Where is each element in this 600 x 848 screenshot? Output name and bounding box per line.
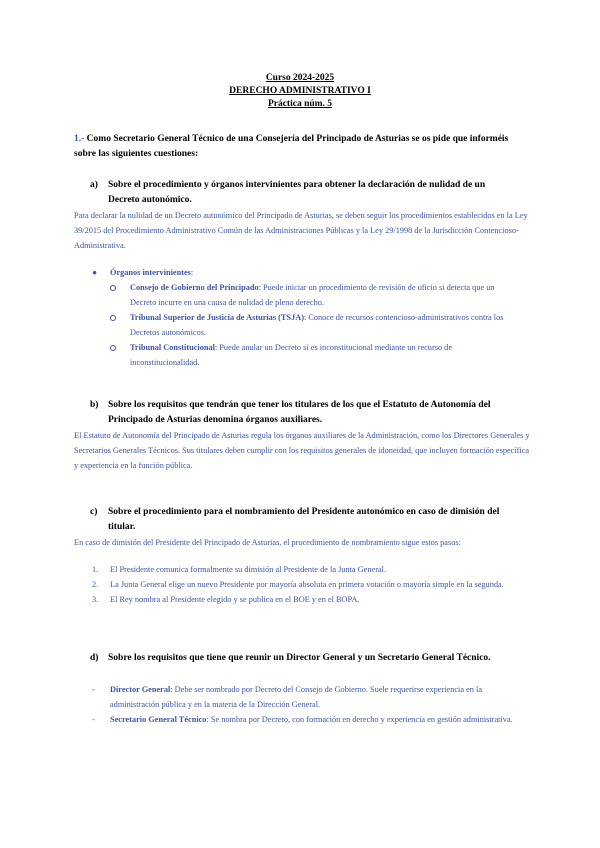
section-d-list (92, 682, 528, 727)
dash-marker: - (92, 685, 95, 694)
section-title: Sobre el procedimiento para el nombramiento del Presidente autonómico en caso de dimisión del titular. (108, 507, 500, 532)
step-number: 1. (92, 565, 99, 574)
step-number: 3. (92, 595, 99, 604)
subject-title: DERECHO ADMINISTRATIVO I (229, 86, 371, 96)
section-title: Sobre el procedimiento y órganos intervinientes para obtener la declaración de nulidad de un Decreto autonómico. (108, 180, 486, 205)
bullet-dot-icon: ● (92, 268, 98, 277)
section-d-heading (90, 651, 520, 666)
section-a-bullet-list (92, 265, 522, 370)
sub-list (110, 280, 522, 370)
sub-item-text: : Puede iniciar un procedimiento de revisión de oficio si detecta que un Decreto incurre en una causa de nulidad de pleno derecho. (130, 283, 495, 307)
dash-item-secretario (92, 712, 528, 727)
section-c-steps (92, 562, 526, 607)
dash-marker: - (92, 715, 95, 724)
hollow-circle-icon (110, 285, 116, 291)
step-item (92, 577, 526, 592)
step-text: La Junta General elige un nuevo Presidente por mayoría absoluta en primera votación o mayoría simple en la segunda. (110, 580, 504, 589)
practice-number: Práctica núm. 5 (267, 99, 333, 109)
sub-item-consejo (110, 280, 522, 310)
dash-item-text: : Debe ser nombrado por Decreto del Consejo de Gobierno. Suele requerirse experiencia en la administración pública y en la materia de la Dirección General. (110, 685, 483, 709)
step-item (92, 562, 526, 577)
sub-item-name: Tribunal Superior de Justicia de Asturias (TSJA) (130, 313, 304, 322)
question-number: 1.- (74, 134, 85, 144)
step-item (92, 592, 526, 607)
section-a-paragraph: Para declarar la nulidad de un Decreto autonómico del Principado de Asturias, se deben seguir los procedimientos establecidos en la Ley 39/2015 del Procedimiento Administrativo Común de las Administraciones Públicas y la Ley 29/1998 de la Jurisdicción Contencioso-Administrativa. (74, 211, 528, 250)
section-letter: a) (90, 180, 98, 190)
sub-item-tsja (110, 310, 522, 340)
section-letter: c) (90, 507, 98, 517)
section-letter: d) (90, 653, 99, 663)
hollow-circle-icon (110, 315, 116, 321)
section-letter: b) (90, 400, 99, 410)
dash-item-name: Secretario General Técnico (110, 715, 207, 724)
bullet-item-organos (92, 265, 522, 280)
section-c-heading (90, 505, 520, 535)
section-title: Sobre los requisitos que tiene que reunir un Director General y un Secretario General Técnico. (108, 653, 491, 663)
sub-item-name: Tribunal Constitucional (130, 343, 215, 352)
bullet-label: Órganos intervinientes (110, 268, 191, 277)
sub-item-text: : Puede anular un Decreto si es inconstitucional mediante un recurso de inconstitucionalidad. (130, 343, 452, 367)
step-text: El Presidente comunica formalmente su dimisión al Presidente de la Junta General. (110, 565, 387, 574)
course-year: Curso 2024-2025 (265, 73, 335, 83)
section-b-heading (90, 398, 520, 428)
step-number: 2. (92, 580, 99, 589)
dash-item-director (92, 682, 528, 712)
section-c-paragraph: En caso de dimisión del Presidente del Principado de Asturias, el procedimiento de nombramiento sigue estos pasos: (74, 538, 461, 547)
dash-item-name: Director General (110, 685, 171, 694)
section-title: Sobre los requisitos que tendrán que tener los titulares de los que el Estatuto de Autonomía del Principado de Asturias denomina órganos auxiliares. (108, 400, 491, 425)
bullet-suffix: : (190, 268, 194, 277)
section-a-heading (90, 178, 520, 208)
sub-item-text: : Conoce de recursos contencioso-administrativos contra los Decretos autonómicos. (130, 313, 504, 337)
sub-item-name: Consejo de Gobierno del Principado (130, 283, 259, 292)
dash-item-text: : Se nombra por Decreto, con formación en derecho y experiencia en gestión administrativa. (206, 715, 513, 724)
section-b-paragraph: El Estatuto de Autonomía del Principado de Asturias regula los órganos auxiliares de la Administración, como los Directores Generales y Secretarios Generales Técnicos. Sus titulares deben cumplir con los requisitos generales de idoneidad, que incluyen formación específica y experiencia en la función pública. (74, 431, 530, 470)
step-text: El Rey nombra al Presidente elegido y se publica en el BOE y en el BOPA. (110, 595, 360, 604)
document-header (0, 72, 600, 111)
question-1 (74, 132, 530, 162)
hollow-circle-icon (110, 345, 116, 351)
sub-item-tc (110, 340, 522, 370)
question-text: Como Secretario General Técnico de una Consejería del Principado de Asturias se os pide que informéis sobre las siguientes cuestiones: (74, 134, 509, 159)
